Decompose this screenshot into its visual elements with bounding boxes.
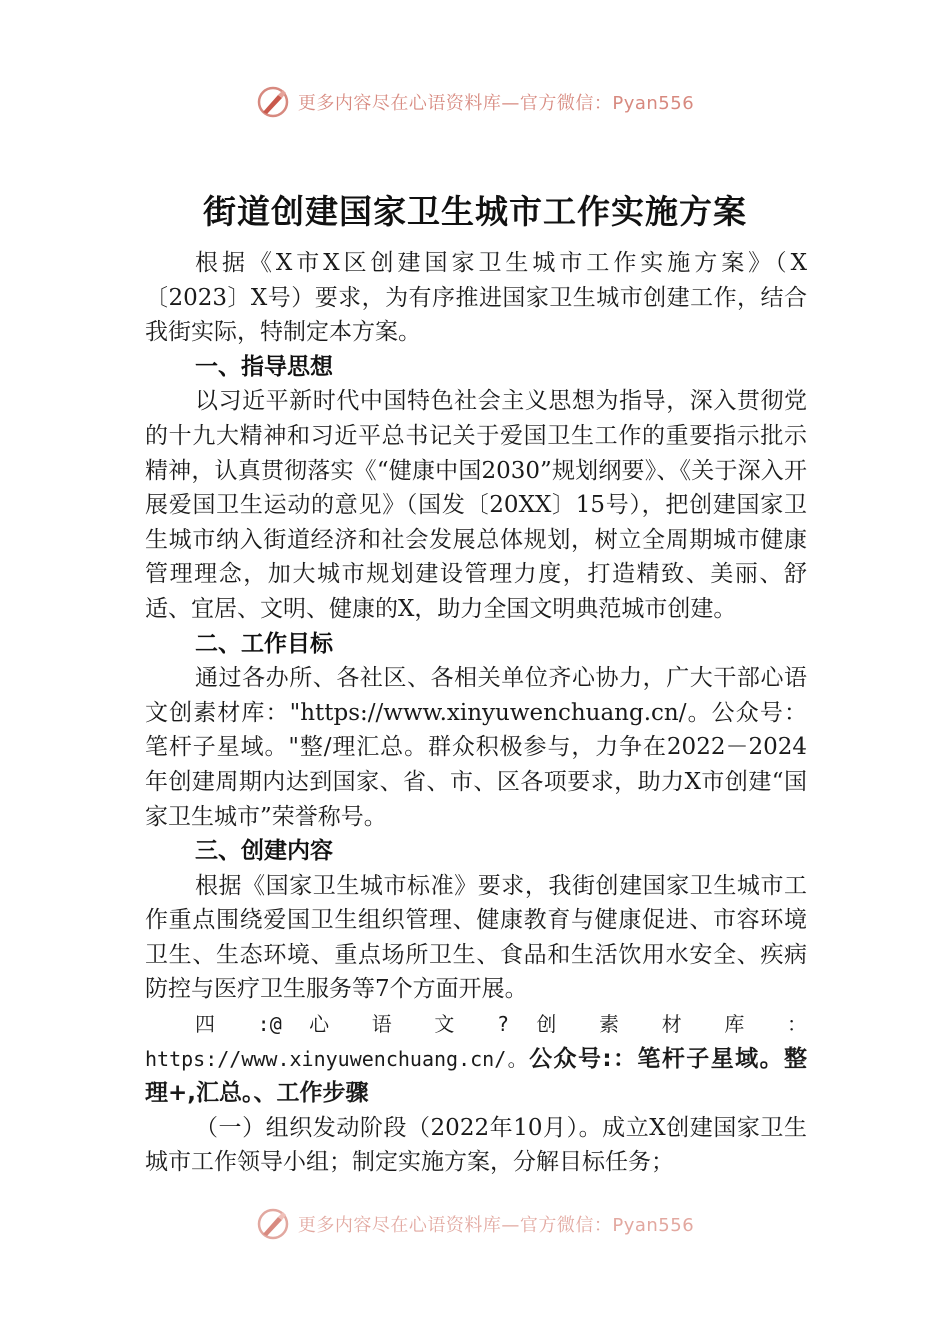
watermark-text: 更多内容尽在心语资料库—官方微信：Pyan556: [297, 1215, 695, 1236]
section-heading-guiding-thought: 一、指导思想: [195, 353, 333, 380]
document-title: 街道创建国家卫生城市工作实施方案: [203, 192, 747, 231]
section-body-guiding-thought: 以习近平新时代中国特色社会主义思想为指导，深入贯彻党的十九大精神和习近平总书记关于爱国卫生工作的重要指示批示精神，认真贯彻落实《“健康中国2030”规划纲要》、《关于深入开展爱国卫生运动的意见》（国发〔20XX〕15号），把创建国家卫生城市纳入街道经济和社会发展总体规划，树立全周期城市健康管理理念，加大城市规划建设管理力度，打造精致、美丽、舒适、宜居、文明、健康的X，助力全国文明典范城市创建。: [145, 388, 807, 622]
section-heading-steps-suffix: 公众号:：笔杆子星域。整理+,汇总。、工作步骤: [145, 1045, 807, 1107]
watermark-header: [0, 84, 950, 120]
section-heading-steps-prefix: 四 :@ 心 语 文 ? 创 素 材 库 ：https://www.xinyuwenchuang.cn/。: [145, 1012, 807, 1071]
pen-nib-circle-icon: [256, 1207, 290, 1241]
watermark-footer: [0, 1206, 950, 1242]
section-heading-goals: 二、工作目标: [195, 630, 333, 657]
watermark-text: 更多内容尽在心语资料库—官方微信：Pyan556: [297, 93, 695, 114]
intro-paragraph: 根据《X市X区创建国家卫生城市工作实施方案》（X〔2023〕X号）要求，为有序推进国家卫生城市创建工作，结合我街实际，特制定本方案。: [145, 250, 807, 346]
section-body-goals: 通过各办所、各社区、各相关单位齐心协力，广大干部心语文创素材库："https://www.xinyuwenchuang.cn/。公众号：笔杆子星域。"整/理汇总。群众积极参与，力争在2022－2024年创建周期内达到国家、省、市、区各项要求，助力X市创建“国家卫生城市”荣誉称号。: [145, 665, 807, 830]
section-heading-steps: [145, 1007, 807, 1111]
document-body: [145, 246, 807, 1180]
step-one-paragraph: （一）组织发动阶段（2022年10月）。成立X创建国家卫生城市工作领导小组；制定实施方案，分解目标任务；: [145, 1114, 807, 1176]
section-body-content: 根据《国家卫生城市标准》要求，我街创建国家卫生城市工作重点围绕爱国卫生组织管理、健康教育与健康促进、市容环境卫生、生态环境、重点场所卫生、食品和生活饮用水安全、疾病防控与医疗卫生服务等7个方面开展。: [145, 872, 807, 1003]
pen-nib-circle-icon: [256, 85, 290, 119]
section-heading-content: 三、创建内容: [195, 838, 333, 865]
